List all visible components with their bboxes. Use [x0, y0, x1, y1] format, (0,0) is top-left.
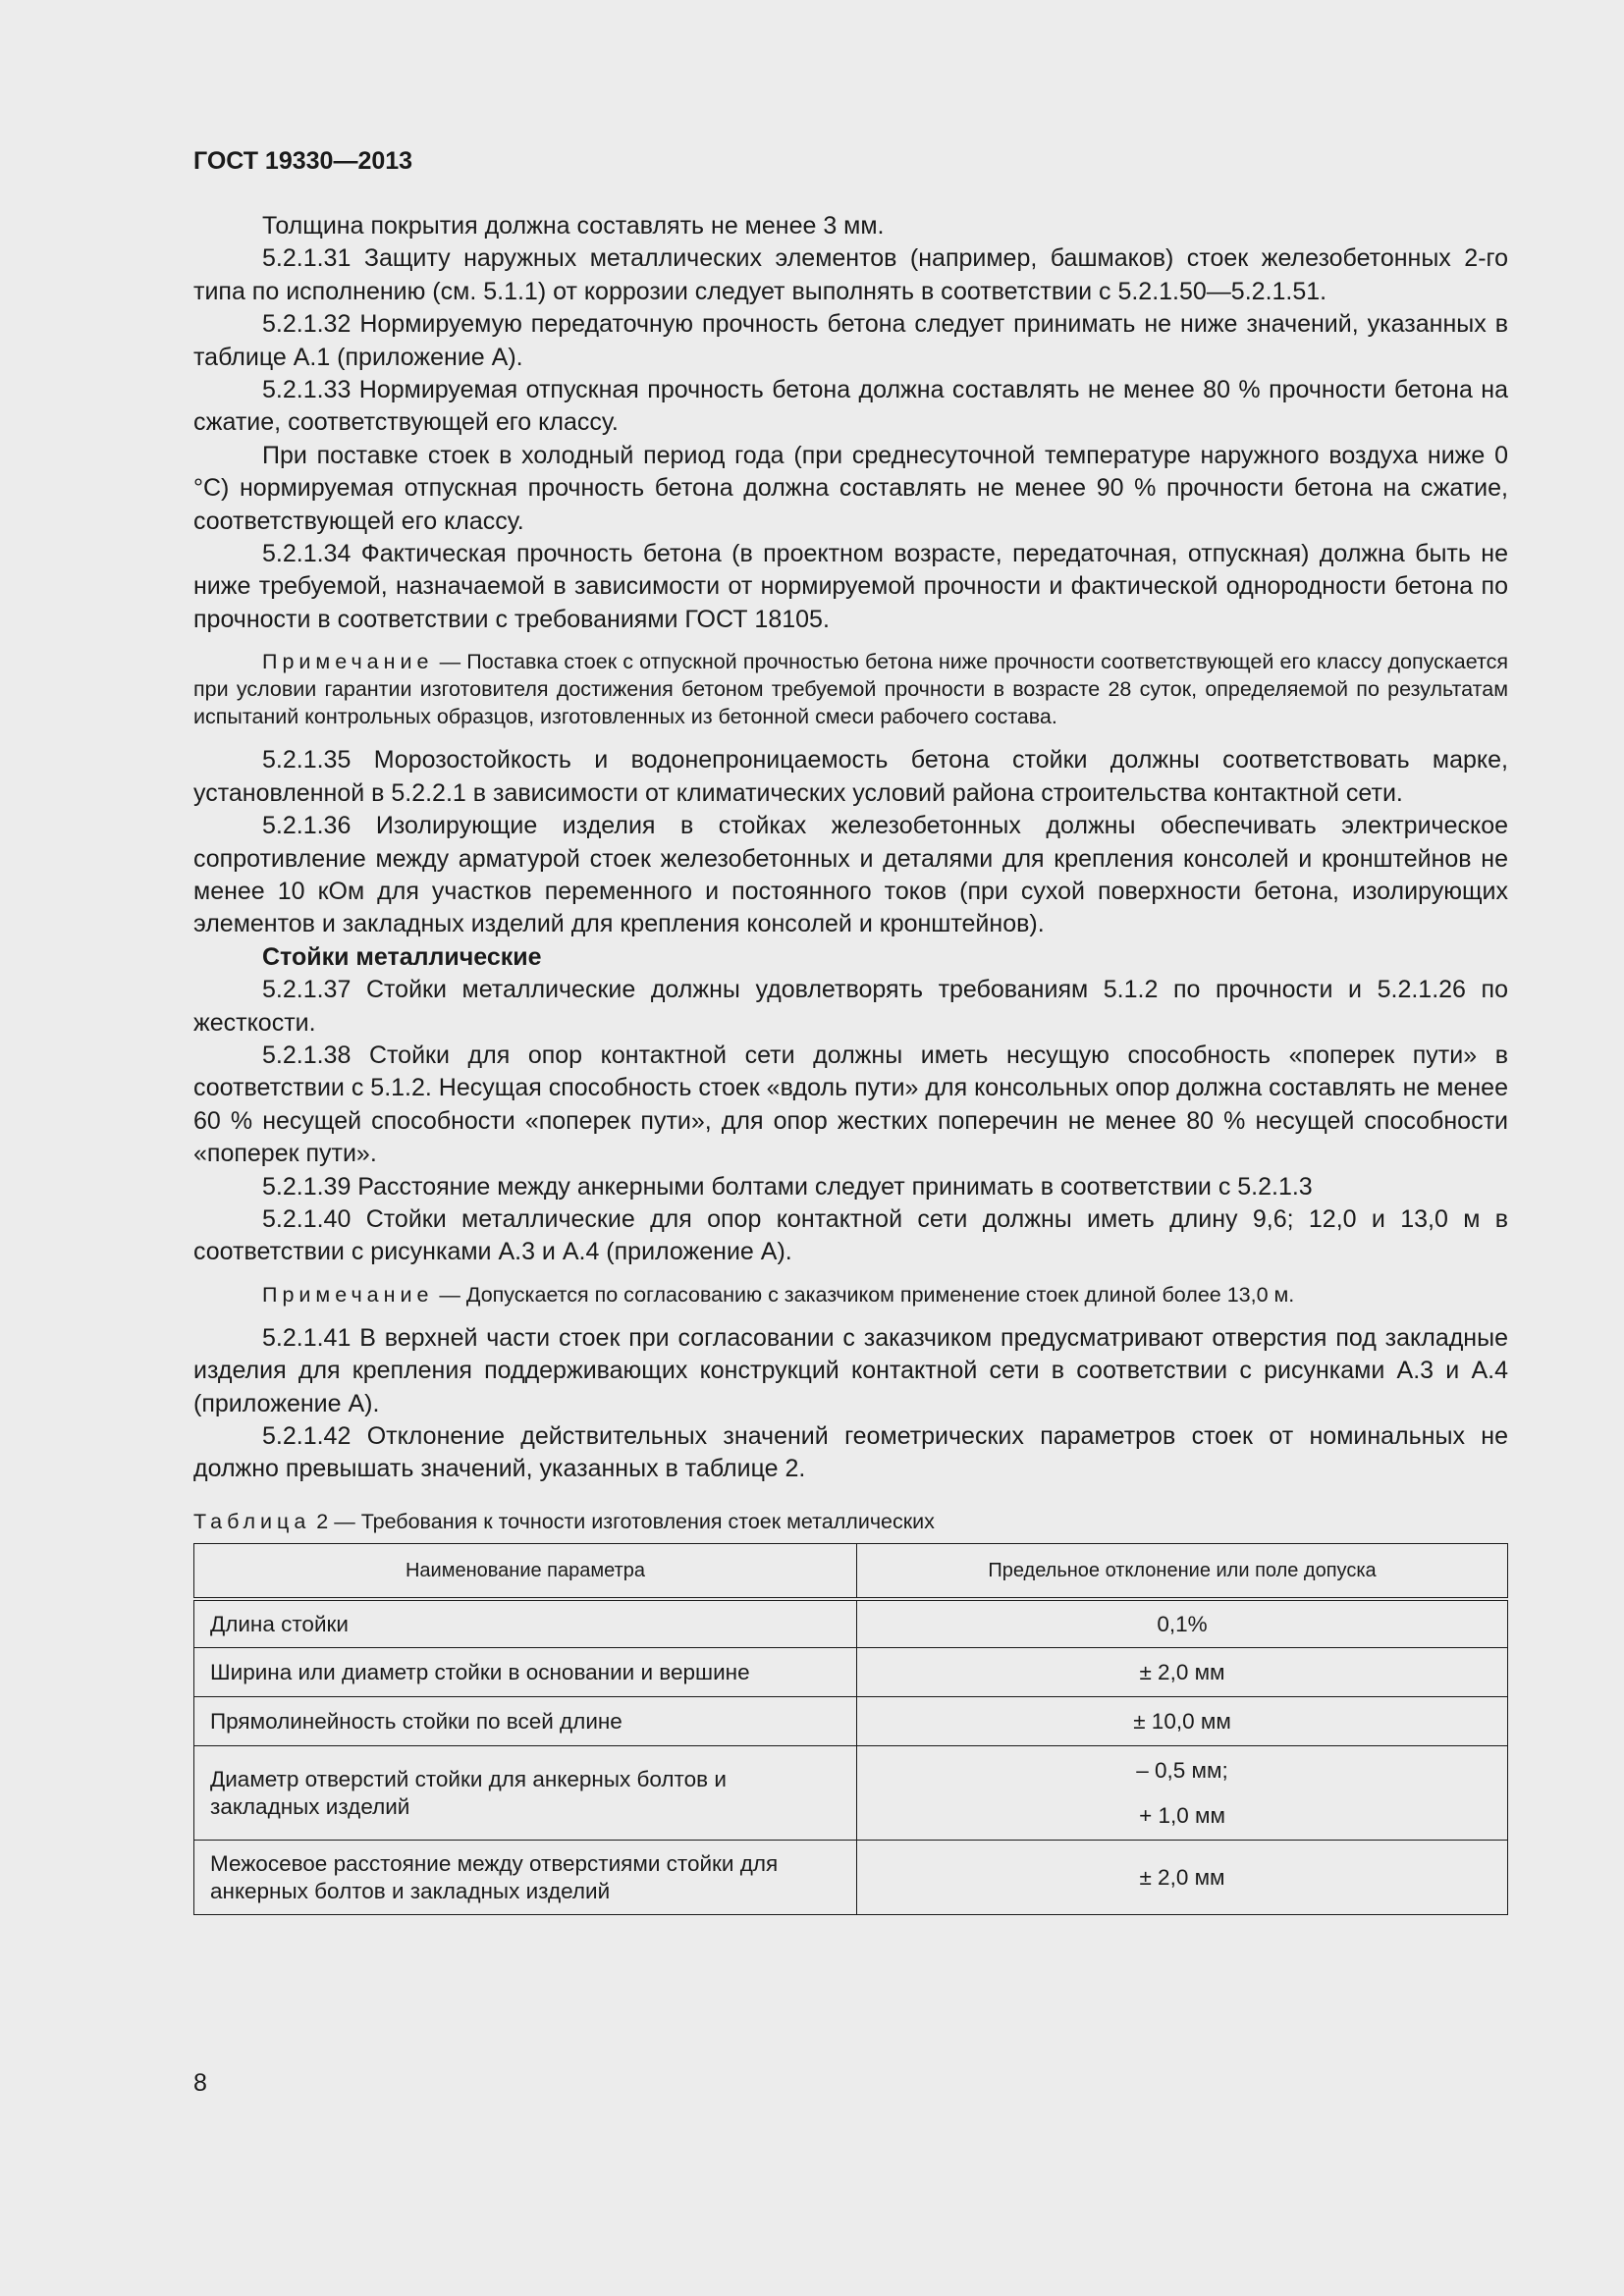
note — [193, 648, 1508, 730]
paragraph: 5.2.1.31 Защиту наружных металлических элементов (например, башмаков) стоек железобетонных 2-го типа по исполнению (см. 5.1.1) от коррозии следует выполнять в соответствии с 5.2.1.50—5.2.1.51. — [193, 244, 1508, 305]
paragraph: 5.2.1.38 Стойки для опор контактной сети должны иметь несущую способность «поперек пути» в соответствии с 5.1.2. Несущая способность стоек «вдоль пути» для консольных опор должна составлять не менее 60 % несущей способности «поперек пути», для опор жестких поперечин не менее 80 % несущей способности «поперек пути». — [193, 1041, 1508, 1168]
paragraph: Толщина покрытия должна составлять не менее 3 мм. — [262, 212, 885, 240]
parameter-cell: Прямолинейность стойки по всей длине — [194, 1697, 857, 1746]
parameter-cell: Длина стойки — [194, 1599, 857, 1648]
note-label: Примечание — [262, 650, 434, 674]
paragraph: 5.2.1.37 Стойки металлические должны удовлетворять требованиям 5.1.2 по прочности и 5.2.1.26 по жесткости. — [193, 976, 1508, 1037]
table-row — [194, 1841, 1508, 1915]
paragraph: 5.2.1.33 Нормируемая отпускная прочность бетона должна составлять не менее 80 % прочности бетона на сжатие, соответствующей его классу. — [193, 376, 1508, 437]
paragraph: 5.2.1.42 Отклонение действительных значений геометрических параметров стоек от номинальных не должно превышать значений, указанных в таблице 2. — [193, 1422, 1508, 1483]
tolerance-cell: 0,1% — [857, 1599, 1508, 1648]
page-number: 8 — [193, 2069, 207, 2097]
tolerance-minus: – 0,5 мм; — [1136, 1757, 1228, 1783]
paragraph: 5.2.1.39 Расстояние между анкерными болтами следует принимать в соответствии с 5.2.1.3 — [262, 1172, 1313, 1201]
table-row — [194, 1648, 1508, 1697]
table-row — [194, 1746, 1508, 1841]
requirements-table — [193, 1543, 1508, 1916]
table-row — [194, 1697, 1508, 1746]
parameter-cell: Диаметр отверстий стойки для анкерных болтов и закладных изделий — [194, 1746, 857, 1841]
note-text: — Поставка стоек с отпускной прочностью бетона ниже прочности соответствующей его классу допускается при условии гарантии изготовителя достижения бетоном требуемой прочности в возрасте 28 суток, определяемой по результатам испытаний контрольных образцов, изготовленных из бетонной смеси рабочего состава. — [193, 650, 1508, 729]
parameter-cell: Ширина или диаметр стойки в основании и вершине — [194, 1648, 857, 1697]
tolerance-cell: ± 10,0 мм — [857, 1697, 1508, 1746]
tolerance-plus: + 1,0 мм — [1139, 1802, 1225, 1828]
paragraph: 5.2.1.41 В верхней части стоек при согласовании с заказчиком предусматривают отверстия под закладные изделия для крепления поддерживающих конструкций контактной сети в соответствии с рисунками А.3 и А.4 (приложение А). — [193, 1323, 1508, 1417]
document-body — [193, 210, 1508, 1915]
table-caption-text: 2 — Требования к точности изготовления стоек металлических — [310, 1509, 935, 1533]
table-header-tolerance: Предельное отклонение или поле допуска — [857, 1543, 1508, 1599]
table-caption-label: Таблица — [193, 1509, 311, 1533]
table-caption — [193, 1508, 1508, 1535]
tolerance-cell — [857, 1746, 1508, 1841]
paragraph: 5.2.1.35 Морозостойкость и водонепроницаемость бетона стойки должны соответствовать марке, установленной в 5.2.2.1 в зависимости от климатических условий района строительства контактной сети. — [193, 746, 1508, 807]
paragraph: При поставке стоек в холодный период года (при среднесуточной температуре наружного воздуха ниже 0 °С) нормируемая отпускная прочность бетона должна составлять не менее 90 % прочности бетона на сжатие, соответствующей его классу. — [193, 441, 1508, 535]
note — [193, 1281, 1508, 1308]
tolerance-cell: ± 2,0 мм — [857, 1648, 1508, 1697]
paragraph: 5.2.1.34 Фактическая прочность бетона (в проектном возрасте, передаточная, отпускная) должна быть не ниже требуемой, назначаемой в зависимости от нормируемой прочности и фактической однородности бетона по прочности в соответствии с требованиями ГОСТ 18105. — [193, 540, 1508, 633]
paragraph: 5.2.1.40 Стойки металлические для опор контактной сети должны иметь длину 9,6; 12,0 и 13,0 м в соответствии с рисунками А.3 и А.4 (приложение А). — [193, 1204, 1508, 1266]
document-title: ГОСТ 19330—2013 — [193, 147, 413, 175]
note-text: — Допускается по согласованию с заказчиком применение стоек длиной более 13,0 м. — [433, 1282, 1295, 1307]
tolerance-cell: ± 2,0 мм — [857, 1841, 1508, 1915]
note-label: Примечание — [262, 1282, 434, 1307]
subheading: Стойки металлические — [262, 942, 542, 971]
parameter-cell: Межосевое расстояние между отверстиями стойки для анкерных болтов и закладных изделий — [194, 1841, 857, 1915]
table-row — [194, 1599, 1508, 1648]
paragraph: 5.2.1.32 Нормируемую передаточную прочность бетона следует принимать не ниже значений, указанных в таблице А.1 (приложение А). — [193, 310, 1508, 371]
table-header-parameter: Наименование параметра — [194, 1543, 857, 1599]
paragraph: 5.2.1.36 Изолирующие изделия в стойках железобетонных должны обеспечивать электрическое сопротивление между арматурой стоек железобетонных и деталями для крепления консолей и кронштейнов не менее 10 кОм для участков переменного и постоянного токов (при сухой поверхности бетона, изолирующих элементов и закладных изделий для крепления консолей и кронштейнов). — [193, 812, 1508, 938]
